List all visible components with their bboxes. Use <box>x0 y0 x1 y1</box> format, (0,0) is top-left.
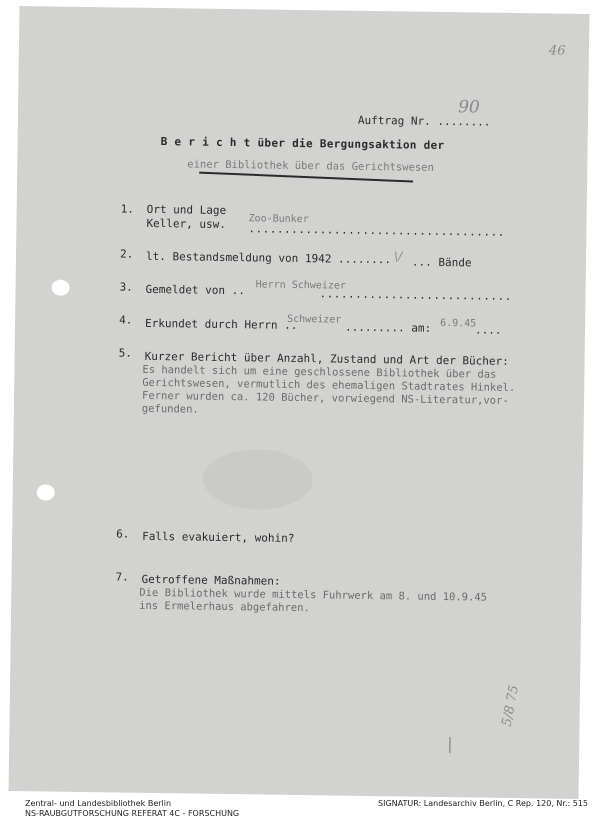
item-3-number: 3. <box>119 280 133 294</box>
footer-institution: Zentral- und Landesbibliothek Berlin <box>25 799 172 808</box>
order-number: 90 <box>457 97 480 118</box>
measures-text: Die Bibliothek wurde mittels Fuhrwerk am 8. und 10.9.45 ins Ermelerhaus abgefahren. <box>139 586 488 615</box>
item-2-suffix: ... Bände <box>411 255 472 270</box>
item-4-number: 4. <box>119 313 133 327</box>
item-4-value: Schweizer <box>287 313 342 326</box>
item-3-value: Herrn Schweizer <box>255 279 347 292</box>
punch-hole-lower <box>37 484 55 500</box>
item-2-number: 2. <box>119 247 134 261</box>
item-2-label: lt. Bestandsmeldung von 1942 ........ <box>145 249 392 267</box>
stain <box>203 449 314 511</box>
item-3-label: Gemeldet von .. <box>145 282 245 298</box>
report-subtitle: einer Bibliothek über das Gerichtswesen <box>187 158 434 174</box>
item-1-sublabel: Keller, usw. <box>146 216 227 231</box>
item-7-number: 7. <box>115 570 129 584</box>
footer-left <box>25 799 239 819</box>
item-6-label: Falls evakuiert, wohin? <box>142 529 295 545</box>
item-4-label: Erkundet durch Herrn .. <box>144 316 298 332</box>
footer-signature: SIGNATUR: Landesarchiv Berlin, C Rep. 120, Nr.: 515 <box>378 799 589 808</box>
item-2-value: \/ <box>393 249 403 264</box>
margin-note: 5/8 75 <box>499 683 523 728</box>
item-5-label: Kurzer Bericht über Anzahl, Zustand und Art der Bücher: <box>144 349 509 368</box>
item-1-label: Ort und Lage <box>146 202 227 217</box>
item-5-number: 5. <box>118 346 133 360</box>
item-7-label: Getroffene Maßnahmen: <box>141 572 281 588</box>
item-1-number: 1. <box>120 202 135 216</box>
report-title: B e r i c h t über die Bergungsaktion der <box>160 135 445 153</box>
document-sheet <box>9 6 590 799</box>
item-4-date-label: ......... am: <box>344 320 432 335</box>
pencil-mark: | <box>447 734 453 754</box>
subtitle-underline <box>199 172 413 183</box>
item-1-dots: .................................... <box>248 222 505 239</box>
item-1-value: Zoo-Bunker <box>248 213 309 226</box>
punch-hole-upper <box>51 280 69 296</box>
footer-department: NS-RAUBGUTFORSCHUNG REFERAT 4C - FORSCHUNG <box>25 809 240 818</box>
item-4-date: 6.9.45 <box>440 317 477 330</box>
item-6-number: 6. <box>116 527 130 541</box>
item-4-tail: .... <box>474 323 502 337</box>
order-label: Auftrag Nr. ........ <box>357 113 491 129</box>
item-3-dots: ........................... <box>319 287 512 303</box>
report-text: Es handelt sich um eine geschlossene Bibliothek über das Gerichtswesen, vermutlich des ehemaligen Stadtrates Hinkel. Ferner wurden ca. 120 Bücher, vorwiegend NS-Literatur,vor- gefunden. <box>141 363 516 416</box>
page-number: 46 <box>548 43 566 59</box>
